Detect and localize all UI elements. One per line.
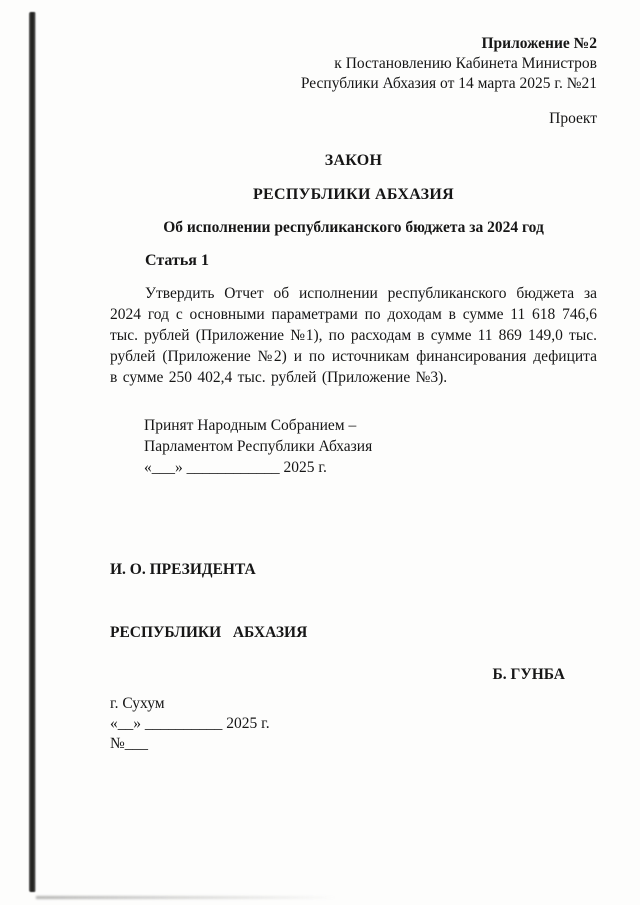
footer-city: г. Сухум xyxy=(110,695,165,712)
law-subtitle: Об исполнении республиканского бюджета за 2024 год xyxy=(163,219,544,236)
article-body-paragraph: Утвердить Отчет об исполнении республиканского бюджета за 2024 год с основными параметрами по доходам в сумме 11 618 746,6 тыс. рублей (Приложение №1), по расходам в сумме 11 869 149,0 тыс. рублей (Приложение №2) и по источникам финансирования дефицита в сумме 250 402,4 тыс. рублей (Приложение №3). xyxy=(110,285,597,386)
appendix-number: Приложение №2 xyxy=(481,35,597,52)
draft-label: Проект xyxy=(549,110,597,127)
law-title: ЗАКОН xyxy=(324,152,383,169)
footer-date-blank: «__» __________ 2025 г. xyxy=(110,715,270,732)
signatory-name: Б. ГУНБА xyxy=(492,666,565,683)
signatory-title xyxy=(110,517,307,685)
signatory-title-line-2: РЕСПУБЛИКИ АБХАЗИЯ xyxy=(110,624,308,641)
appendix-block xyxy=(110,34,597,94)
appendix-date-line: Республики Абхазия от 14 марта 2025 г. №21 xyxy=(300,75,597,92)
adoption-block xyxy=(144,415,597,478)
footer-block xyxy=(110,694,597,754)
republic-title: РЕСПУБЛИКИ АБХАЗИЯ xyxy=(252,186,455,203)
signature-row xyxy=(110,517,597,685)
footer-number-blank: №___ xyxy=(110,735,149,752)
signatory-title-line-1: И. О. ПРЕЗИДЕНТА xyxy=(110,561,256,578)
adoption-line-2: Парламентом Республики Абхазия xyxy=(144,438,373,455)
adoption-date-blank: «___» ____________ 2025 г. xyxy=(144,459,327,476)
article-heading: Статья 1 xyxy=(145,252,209,269)
adoption-line-1: Принят Народным Собранием – xyxy=(144,417,357,434)
document-content xyxy=(110,34,597,754)
scan-artifact-bottom-edge xyxy=(36,896,336,899)
scan-artifact-left-edge xyxy=(29,12,36,892)
appendix-resolution-line: к Постановлению Кабинета Министров xyxy=(334,55,597,72)
